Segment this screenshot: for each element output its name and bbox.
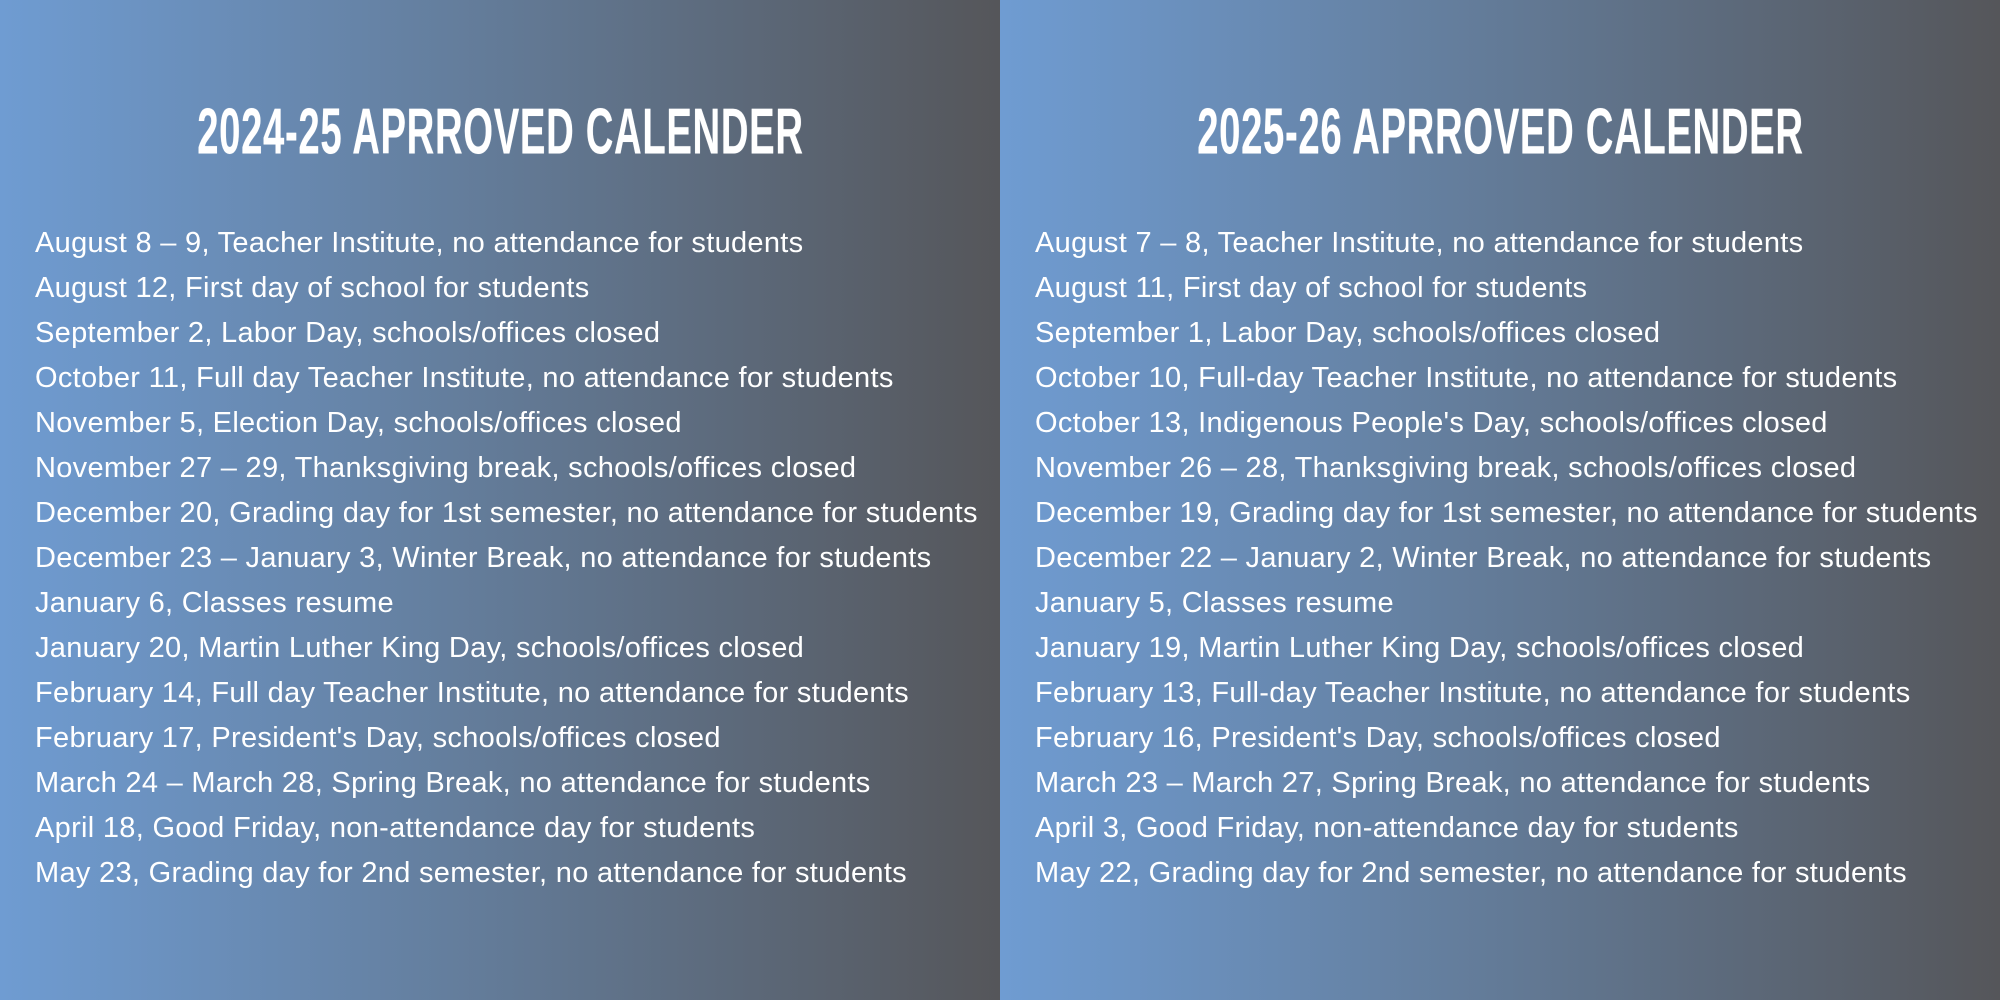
calendar-event-line: March 23 – March 27, Spring Break, no attendance for students bbox=[1035, 767, 1871, 799]
panel-title-wrap bbox=[1000, 95, 2000, 168]
calendar-event-line: November 27 – 29, Thanksgiving break, schools/offices closed bbox=[35, 452, 857, 484]
calendar-event-line: December 19, Grading day for 1st semester, no attendance for students bbox=[1035, 497, 1978, 529]
calendar-panel-2025-26 bbox=[1000, 0, 2000, 1000]
calendar-event-line: February 13, Full-day Teacher Institute, no attendance for students bbox=[1035, 677, 1911, 709]
calendar-event-line: May 23, Grading day for 2nd semester, no attendance for students bbox=[35, 857, 907, 889]
calendar-title-2025-26: 2025-26 APRROVED CALENDER bbox=[1196, 95, 1804, 168]
calendar-event-line: April 3, Good Friday, non-attendance day for students bbox=[1035, 812, 1739, 844]
calendar-event-line: October 10, Full-day Teacher Institute, no attendance for students bbox=[1035, 362, 1898, 394]
calendar-event-line: January 19, Martin Luther King Day, schools/offices closed bbox=[1035, 632, 1805, 664]
calendar-event-line: August 7 – 8, Teacher Institute, no attendance for students bbox=[1035, 227, 1804, 259]
calendar-event-line: December 23 – January 3, Winter Break, no attendance for students bbox=[35, 542, 932, 574]
calendar-event-line: February 14, Full day Teacher Institute, no attendance for students bbox=[35, 677, 909, 709]
calendar-event-line: August 8 – 9, Teacher Institute, no attendance for students bbox=[35, 227, 804, 259]
calendar-event-line: September 1, Labor Day, schools/offices closed bbox=[1035, 317, 1661, 349]
calendar-event-line: December 22 – January 2, Winter Break, no attendance for students bbox=[1035, 542, 1932, 574]
calendar-event-line: March 24 – March 28, Spring Break, no attendance for students bbox=[35, 767, 871, 799]
calendar-event-line: February 16, President's Day, schools/offices closed bbox=[1035, 722, 1721, 754]
calendar-title-2024-25: 2024-25 APRROVED CALENDER bbox=[196, 95, 804, 168]
calendar-event-line: April 18, Good Friday, non-attendance day for students bbox=[35, 812, 756, 844]
calendar-event-line: December 20, Grading day for 1st semester, no attendance for students bbox=[35, 497, 978, 529]
calendar-event-line: October 11, Full day Teacher Institute, no attendance for students bbox=[35, 362, 894, 394]
panel-title-wrap bbox=[0, 95, 1000, 168]
calendar-event-line: August 12, First day of school for students bbox=[35, 272, 590, 304]
calendar-event-line: August 11, First day of school for students bbox=[1035, 272, 1588, 304]
calendar-event-line: November 5, Election Day, schools/offices closed bbox=[35, 407, 682, 439]
calendar-event-line: October 13, Indigenous People's Day, schools/offices closed bbox=[1035, 407, 1828, 439]
calendar-event-line: January 6, Classes resume bbox=[35, 587, 394, 619]
calendar-event-line: May 22, Grading day for 2nd semester, no attendance for students bbox=[1035, 857, 1907, 889]
calendar-event-line: January 20, Martin Luther King Day, schools/offices closed bbox=[35, 632, 805, 664]
event-list-2025-26 bbox=[1035, 221, 2000, 896]
calendar-event-line: September 2, Labor Day, schools/offices closed bbox=[35, 317, 661, 349]
calendar-event-line: February 17, President's Day, schools/offices closed bbox=[35, 722, 721, 754]
calendar-event-line: November 26 – 28, Thanksgiving break, schools/offices closed bbox=[1035, 452, 1857, 484]
calendar-event-line: January 5, Classes resume bbox=[1035, 587, 1394, 619]
event-list-2024-25 bbox=[35, 221, 1000, 896]
